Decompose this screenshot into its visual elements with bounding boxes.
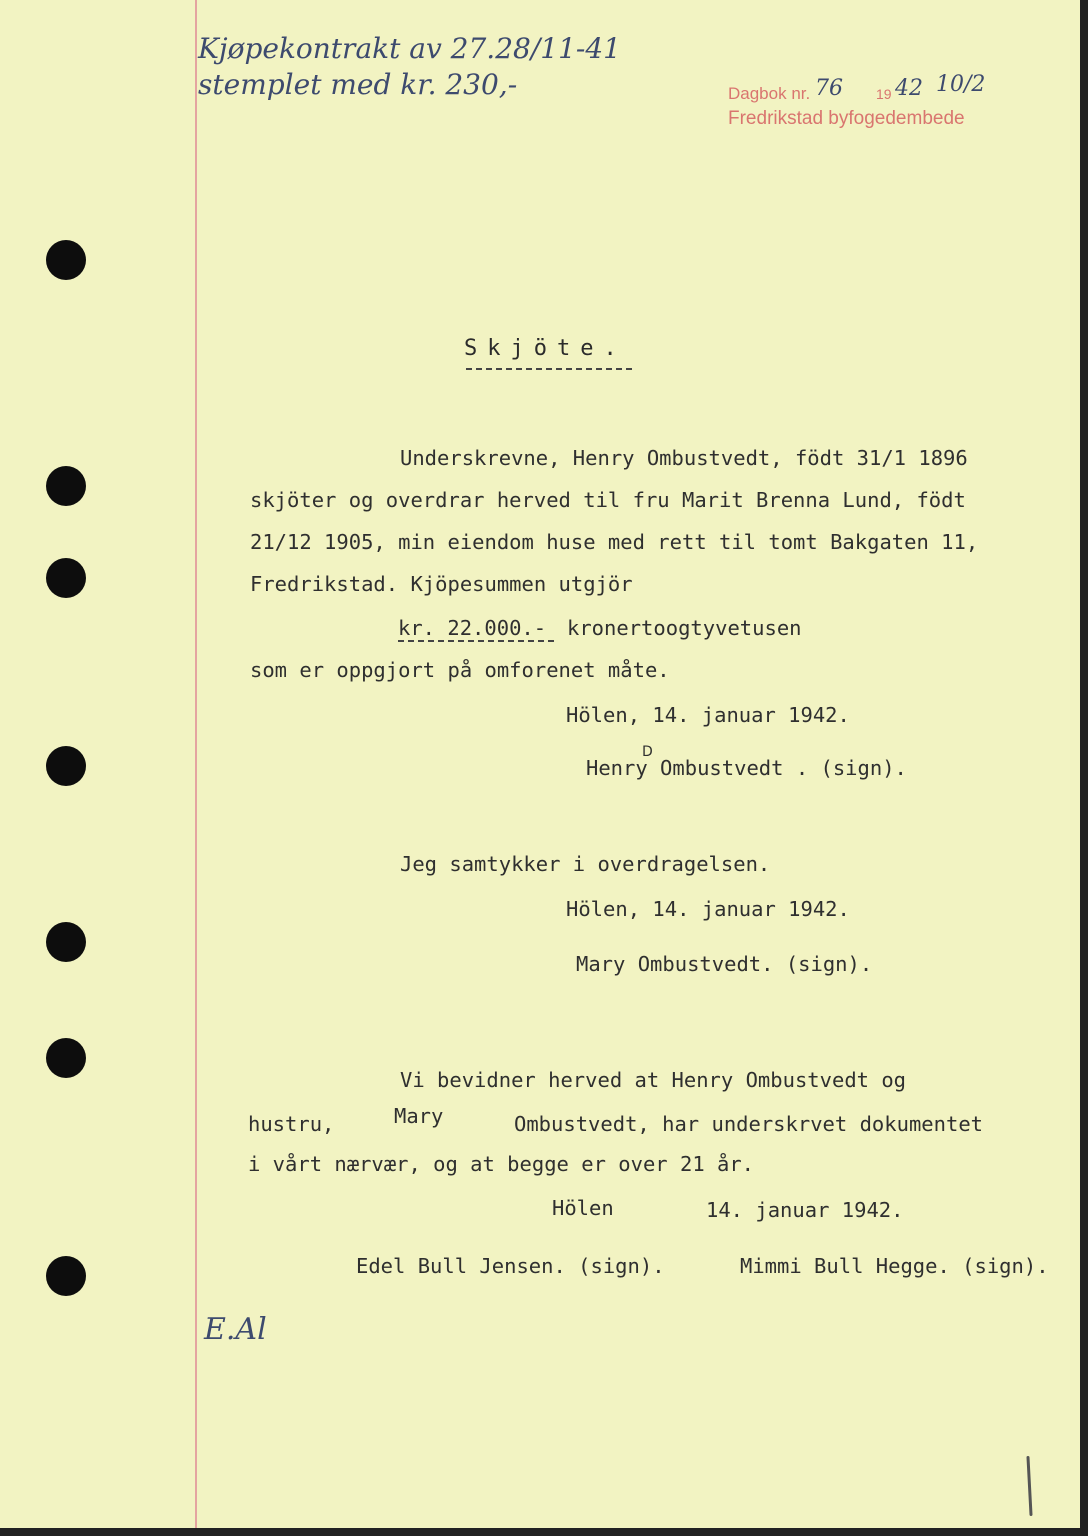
body-line: skjöter og overdrar herved til fru Marit Brenna Lund, födt bbox=[250, 488, 966, 512]
document-title: Skjöte. bbox=[464, 336, 627, 361]
ink-mark bbox=[1026, 1456, 1032, 1516]
punch-hole bbox=[46, 1038, 86, 1078]
consent-statement: Jeg samtykker i overdragelsen. bbox=[400, 852, 771, 876]
punch-hole bbox=[46, 240, 86, 280]
stamp-dagbok-number: 76 bbox=[815, 76, 843, 101]
place-date: Hölen, 14. januar 1942. bbox=[566, 703, 850, 727]
handwritten-note-line-2: stemplet med kr. 230,- bbox=[198, 68, 518, 101]
handwritten-initials: E.Al bbox=[204, 1312, 267, 1347]
body-line: som er oppgjort på omforenet måte. bbox=[250, 658, 670, 682]
body-line: Underskrevne, Henry Ombustvedt, födt 31/1 1896 bbox=[400, 446, 968, 470]
punch-hole bbox=[46, 746, 86, 786]
signature-spouse: Mary Ombustvedt. (sign). bbox=[576, 952, 873, 976]
punch-hole bbox=[46, 558, 86, 598]
stamp-year-prefix: 19 bbox=[876, 86, 892, 102]
stamp-dagbok-label: Dagbok nr. bbox=[728, 84, 811, 103]
scan-edge-bottom bbox=[0, 1528, 1088, 1536]
handwritten-note-line-1: Kjøpekontrakt av 27.28/11-41 bbox=[198, 32, 621, 65]
body-line: Fredrikstad. Kjöpesummen utgjör bbox=[250, 572, 633, 596]
witness-line: Vi bevidner herved at Henry Ombustvedt og bbox=[400, 1068, 907, 1092]
witness-line: Mary bbox=[394, 1104, 444, 1128]
witness-date: 14. januar 1942. bbox=[706, 1198, 904, 1222]
stamp-year: 42 bbox=[895, 76, 923, 101]
punch-hole bbox=[46, 922, 86, 962]
place-date: Hölen, 14. januar 1942. bbox=[566, 897, 850, 921]
punch-hole bbox=[46, 1256, 86, 1296]
body-line: 21/12 1905, min eiendom huse med rett til tomt Bakgaten 11, bbox=[250, 530, 979, 554]
purchase-amount: kr. 22.000.- bbox=[398, 616, 547, 640]
signature-seller: Henry Ombustvedt . (sign). bbox=[586, 756, 907, 780]
witness-line: i vårt nærvær, og at begge er over 21 år. bbox=[248, 1152, 755, 1176]
purchase-amount-words: kronertoogtyvetusen bbox=[567, 616, 802, 640]
witness-signature: Mimmi Bull Hegge. (sign). bbox=[740, 1254, 1049, 1278]
scan-edge-right bbox=[1080, 0, 1088, 1536]
witness-place: Hölen bbox=[552, 1196, 614, 1220]
signature-initial: D bbox=[642, 744, 653, 760]
witness-signature: Edel Bull Jensen. (sign). bbox=[356, 1254, 665, 1278]
stamp-date: 10/2 bbox=[936, 72, 986, 97]
punch-hole bbox=[46, 466, 86, 506]
witness-line: hustru, bbox=[248, 1112, 335, 1136]
title-underline bbox=[466, 368, 632, 370]
margin-line bbox=[195, 0, 197, 1528]
amount-underline bbox=[398, 640, 554, 642]
stamp-office: Fredrikstad byfogedembede bbox=[728, 108, 965, 129]
witness-line: Ombustvedt, har underskrvet dokumentet bbox=[514, 1112, 983, 1136]
